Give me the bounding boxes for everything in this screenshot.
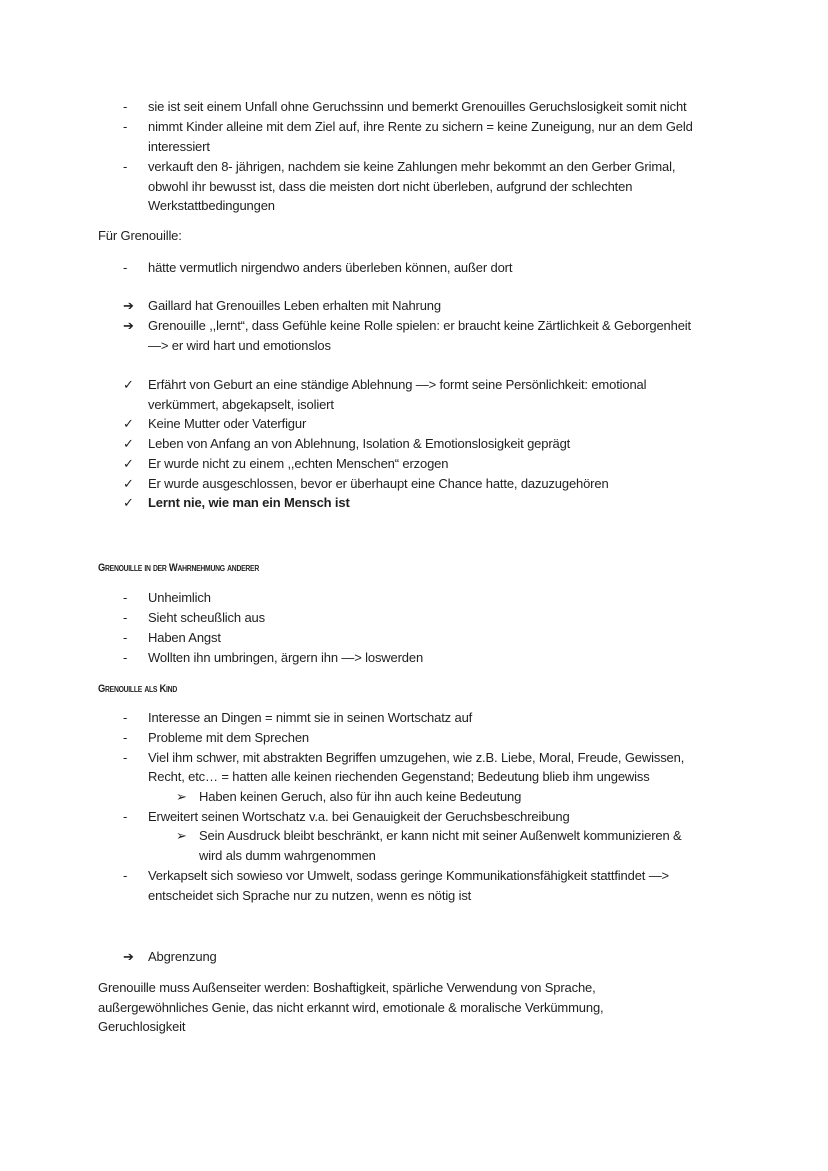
arrow-icon: ➔ (123, 298, 134, 313)
check-icon: ✓ (123, 416, 134, 431)
check-item: Keine Mutter oder Vaterfigur (148, 416, 307, 431)
dash-marker: - (123, 119, 128, 134)
list-item: Sieht scheußlich aus (148, 610, 265, 625)
list-item: Erweitert seinen Wortschatz v.a. bei Genauigkeit der Geruchsbeschreibung (148, 809, 570, 824)
list-item: Verkapselt sich sowieso vor Umwelt, sodass geringe Kommunikationsfähigkeit stattfindet —> (148, 868, 669, 883)
check-icon: ✓ (123, 456, 134, 471)
conclusion-text: außergewöhnliches Genie, das nicht erkannt wird, emotionale & moralische Verkümmung, (98, 1000, 604, 1015)
list-item: hätte vermutlich nirgendwo anders überleben können, außer dort (148, 260, 513, 275)
list-item: sie ist seit einem Unfall ohne Geruchssinn und bemerkt Grenouilles Geruchslosigkeit somit nicht (148, 99, 687, 114)
check-item: Leben von Anfang an von Ablehnung, Isolation & Emotionslosigkeit geprägt (148, 436, 571, 451)
check-item: Erfährt von Geburt an eine ständige Ablehnung —> formt seine Persönlichkeit: emotional (148, 377, 647, 392)
check-item-cont: verkümmert, abgekapselt, isoliert (148, 397, 334, 412)
list-item: Probleme mit dem Sprechen (148, 730, 309, 745)
conclusion-text: Geruchlosigkeit (98, 1019, 186, 1034)
arrow-icon: ➔ (123, 949, 134, 964)
check-icon: ✓ (123, 436, 134, 451)
sub-item-cont: wird als dumm wahrgenommen (199, 848, 376, 863)
sub-item: Haben keinen Geruch, also für ihn auch keine Bedeutung (199, 789, 522, 804)
list-item: Wollten ihn umbringen, ärgern ihn —> loswerden (148, 650, 424, 665)
list-item-cont: Recht, etc… = hatten alle keinen riechenden Gegenstand; Bedeutung blieb ihm ungewiss (148, 769, 650, 784)
list-item-cont: interessiert (148, 139, 210, 154)
dash-marker: - (123, 710, 128, 725)
dash-marker: - (123, 590, 128, 605)
dash-marker: - (123, 159, 128, 174)
conclusion-text: Grenouille muss Außenseiter werden: Boshaftigkeit, spärliche Verwendung von Sprache, (98, 980, 596, 995)
dash-marker: - (123, 750, 128, 765)
list-item-cont: Werkstattbedingungen (148, 198, 275, 213)
dash-marker: - (123, 809, 128, 824)
sub-arrow-icon: ➢ (176, 789, 187, 804)
arrow-item: Abgrenzung (148, 949, 217, 964)
dash-marker: - (123, 260, 128, 275)
check-item: Er wurde nicht zu einem ,,echten Menschen“ erzogen (148, 456, 449, 471)
list-item-cont: entscheidet sich Sprache nur zu nutzen, wenn es nötig ist (148, 888, 472, 903)
arrow-item-cont: —> er wird hart und emotionslos (148, 338, 331, 353)
check-icon: ✓ (123, 377, 134, 392)
arrow-item: Grenouille ,,lernt“, dass Gefühle keine Rolle spielen: er braucht keine Zärtlichkeit & Geborgenheit (148, 318, 692, 333)
list-item: nimmt Kinder alleine mit dem Ziel auf, ihre Rente zu sichern = keine Zuneigung, nur an dem Geld (148, 119, 693, 134)
list-item: Haben Angst (148, 630, 221, 645)
check-icon: ✓ (123, 476, 134, 491)
arrow-item: Gaillard hat Grenouilles Leben erhalten mit Nahrung (148, 298, 441, 313)
sub-arrow-icon: ➢ (176, 828, 187, 843)
list-item: Unheimlich (148, 590, 211, 605)
arrow-icon: ➔ (123, 318, 134, 333)
check-item: Er wurde ausgeschlossen, bevor er überhaupt eine Chance hatte, dazuzugehören (148, 476, 609, 491)
check-icon: ✓ (123, 495, 134, 510)
fuer-grenouille-label: Für Grenouille: (98, 228, 182, 243)
dash-marker: - (123, 650, 128, 665)
sub-item: Sein Ausdruck bleibt beschränkt, er kann nicht mit seiner Außenwelt kommunizieren & (199, 828, 682, 843)
dash-marker: - (123, 730, 128, 745)
dash-marker: - (123, 99, 128, 114)
list-item-cont: obwohl ihr bewusst ist, dass die meisten dort nicht überleben, aufgrund der schlechten (148, 179, 633, 194)
list-item: Interesse an Dingen = nimmt sie in seinen Wortschatz auf (148, 710, 473, 725)
list-item: Viel ihm schwer, mit abstrakten Begriffen umzugehen, wie z.B. Liebe, Moral, Freude, Gewissen, (148, 750, 685, 765)
section-heading: Grenouille in der Wahrnehmung anderer (98, 562, 259, 574)
dash-marker: - (123, 868, 128, 883)
section-heading: Grenouille als Kind (98, 683, 177, 695)
dash-marker: - (123, 630, 128, 645)
dash-marker: - (123, 610, 128, 625)
check-item: Lernt nie, wie man ein Mensch ist (148, 495, 350, 510)
list-item: verkauft den 8- jährigen, nachdem sie keine Zahlungen mehr bekommt an den Gerber Grimal, (148, 159, 676, 174)
